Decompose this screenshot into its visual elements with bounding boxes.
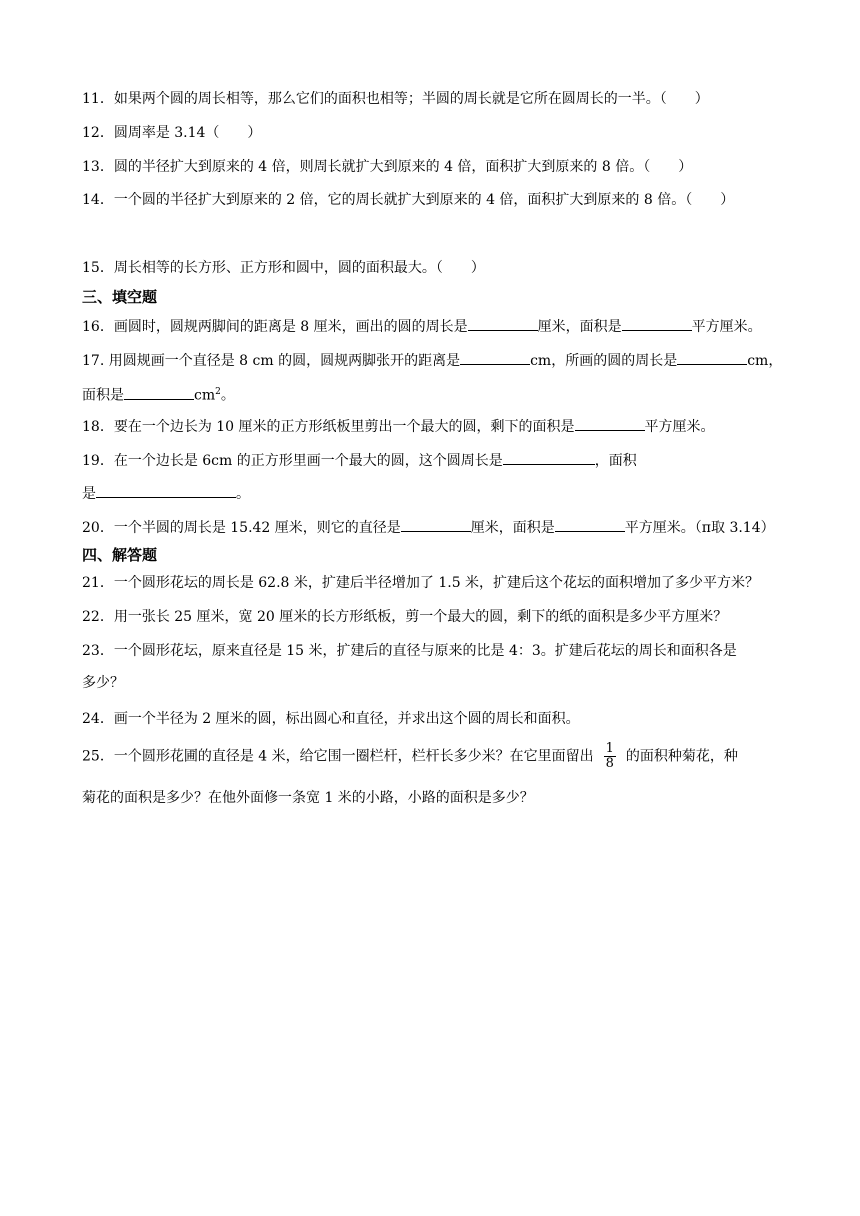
question-17-part-c: cm，	[747, 353, 783, 369]
question-25-part-a: 25．一个圆形花圃的直径是 4 米，给它围一圈栏杆，栏杆长多少米？在它里面留出	[82, 748, 594, 765]
fraction-numerator: 1	[605, 741, 614, 756]
question-17-part-a: 17. 用圆规画一个直径是 8 cm 的圆，圆规两脚张开的距离是	[82, 353, 461, 369]
question-17-part-f: 。	[220, 387, 235, 404]
question-18-part-a: 18．要在一个边长为 10 厘米的正方形纸板里剪出一个最大的圆，剩下的面积是	[82, 419, 575, 435]
question-24	[82, 709, 580, 729]
question-20	[82, 517, 775, 538]
question-20-part-a: 20．一个半圆的周长是 15.42 厘米，则它的直径是	[82, 520, 401, 536]
answer-blank[interactable]	[401, 517, 471, 532]
question-25-part-b: 的面积种菊花，种	[625, 748, 738, 765]
question-12	[82, 123, 261, 143]
question-25-part-c: 菊花的面积是多少？在他外面修一条宽 1 米的小路，小路的面积是多少？	[82, 790, 534, 806]
question-24-text: 24．画一个半径为 2 厘米的圆，标出圆心和直径，并求出这个圆的周长和面积。	[82, 711, 580, 727]
question-16-part-c: 平方厘米。	[691, 319, 762, 335]
answer-blank[interactable]	[468, 316, 538, 331]
question-25	[82, 742, 738, 771]
question-21	[82, 573, 759, 593]
question-16-part-a: 16．画圆时，圆规两脚间的距离是 8 厘米，画出的圆的周长是	[82, 319, 468, 335]
question-19-part-c: 是	[82, 486, 96, 502]
fraction-one-eighth	[604, 742, 616, 771]
question-17-part-e: cm	[194, 387, 216, 404]
question-17-part-b: cm，所画的圆的周长是	[530, 353, 678, 369]
answer-blank[interactable]	[555, 517, 625, 532]
question-20-part-c: 平方厘米。（π取 3.14）	[624, 520, 775, 536]
section-heading-fill: 三、填空题	[82, 288, 158, 306]
answer-blank[interactable]	[96, 483, 236, 498]
question-14	[82, 190, 734, 210]
question-19-part-d: 。	[236, 486, 250, 502]
question-15	[82, 258, 485, 278]
question-23-text: 23．一个圆形花坛，原来直径是 15 米，扩建后的直径与原来的比是 4：3。扩建后花坛的周长和面积各是	[82, 643, 737, 659]
question-14-text: 14．一个圆的半径扩大到原来的 2 倍，它的周长就扩大到原来的 4 倍，面积扩大到原来的 8 倍。（ ）	[82, 192, 735, 208]
question-17-part-d: 面积是	[82, 387, 124, 404]
answer-blank[interactable]	[503, 450, 595, 465]
answer-blank[interactable]	[124, 385, 194, 400]
question-16-part-b: 厘米，面积是	[537, 319, 622, 335]
question-17	[82, 350, 782, 371]
answer-blank[interactable]	[622, 316, 692, 331]
answer-blank[interactable]	[460, 350, 530, 365]
section-heading-answer: 四、解答题	[82, 546, 158, 564]
question-11-text: 11．如果两个圆的周长相等，那么它们的面积也相等；半圆的周长就是它所在圆周长的一半。（ ）	[82, 91, 709, 107]
question-20-part-b: 厘米，面积是	[470, 520, 555, 536]
fraction-denominator: 8	[605, 756, 614, 771]
question-19	[82, 450, 637, 471]
question-23-text-continued: 多少？	[82, 675, 124, 691]
question-13-text: 13．圆的半径扩大到原来的 4 倍，则周长就扩大到原来的 4 倍，面积扩大到原来的 8 倍。（ ）	[82, 159, 693, 175]
question-19-part-b: ，面积	[594, 453, 637, 469]
question-23-continued	[82, 673, 124, 693]
question-13	[82, 157, 692, 177]
question-18-part-b: 平方厘米。	[644, 419, 715, 435]
question-19-part-a: 19．在一个边长是 6cm 的正方形里画一个最大的圆，这个圆周长是	[82, 453, 503, 469]
question-21-text: 21．一个圆形花坛的周长是 62.8 米，扩建后半径增加了 1.5 米，扩建后这个花坛的面积增加了多少平方米？	[82, 575, 760, 591]
question-11	[82, 89, 709, 109]
question-17-superscript: 2	[215, 387, 221, 397]
question-15-text: 15．周长相等的长方形、正方形和圆中，圆的面积最大。（ ）	[82, 260, 485, 276]
answer-blank[interactable]	[677, 350, 747, 365]
question-12-text: 12．圆周率是 3.14（ ）	[82, 125, 262, 141]
question-22	[82, 607, 727, 627]
question-17-continued	[82, 382, 235, 406]
question-23	[82, 641, 737, 661]
question-19-continued	[82, 483, 250, 504]
question-16	[82, 316, 762, 337]
answer-blank[interactable]	[575, 416, 645, 431]
question-25-continued	[82, 788, 534, 808]
question-18	[82, 416, 715, 437]
question-22-text: 22．用一张长 25 厘米，宽 20 厘米的长方形纸板，剪一个最大的圆，剩下的纸的面积是多少平方厘米？	[82, 609, 728, 625]
